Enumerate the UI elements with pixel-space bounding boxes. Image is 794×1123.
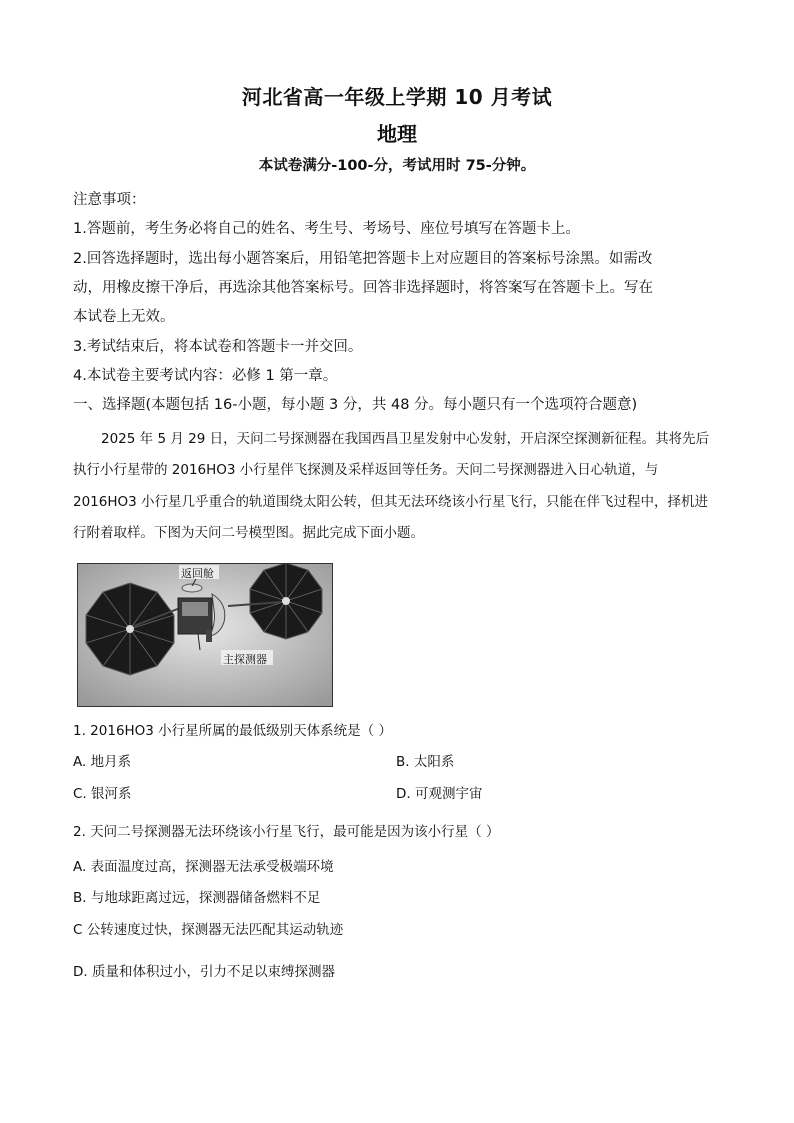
return-capsule-label: 返回舱 [181, 567, 214, 580]
probe-model-figure [77, 563, 333, 707]
passage-line-1: 2025 年 5 月 29 日，天问二号探测器在我国西昌卫星发射中心发射，开启深空探测新征程。其将先后 [101, 431, 710, 447]
question-2-option-a[interactable]: A. 表面温度过高，探测器无法承受极端环境 [73, 859, 334, 875]
notice-item-2-line-1: 2.回答选择题时，选出每小题答案后，用铅笔把答题卡上对应题目的答案标号涂黑。如需改 [73, 251, 653, 267]
question-1-option-a[interactable]: A. 地月系 [73, 754, 132, 770]
notice-item-2-line-3: 本试卷上无效。 [73, 309, 175, 325]
section-heading: 一、选择题(本题包括 16-小题，每小题 3 分，共 48 分。每小题只有一个选项符合题意) [73, 397, 638, 413]
subject-title: 地理 [377, 122, 417, 146]
question-1-option-b[interactable]: B. 太阳系 [396, 754, 455, 770]
notice-item-1: 1.答题前，考生务必将自己的姓名、考生号、考场号、座位号填写在答题卡上。 [73, 221, 580, 237]
exam-info: 本试卷满分-100-分，考试用时 75-分钟。 [258, 158, 536, 174]
question-2-option-d[interactable]: D. 质量和体积过小，引力不足以束缚探测器 [73, 964, 335, 980]
question-2-stem: 2. 天问二号探测器无法环绕该小行星飞行，最可能是因为该小行星（ ） [73, 824, 500, 840]
probe-model-image [78, 564, 332, 706]
question-1-option-c[interactable]: C. 银河系 [73, 786, 132, 802]
main-probe-label: 主探测器 [223, 653, 267, 666]
question-2-option-b[interactable]: B. 与地球距离过远，探测器储备燃料不足 [73, 890, 321, 906]
exam-title: 河北省高一年级上学期 10 月考试 [241, 85, 553, 109]
question-2-option-c[interactable]: C 公转速度过快，探测器无法匹配其运动轨迹 [73, 922, 344, 938]
question-1-stem: 1. 2016HO3 小行星所属的最低级别天体系统是（ ） [73, 723, 392, 739]
right-solar-panel [250, 564, 322, 639]
left-solar-panel [86, 583, 174, 675]
passage-line-4: 行附着取样。下图为天问二号模型图。据此完成下面小题。 [73, 525, 424, 541]
notice-item-4: 4.本试卷主要考试内容：必修 1 第一章。 [73, 368, 338, 384]
passage-line-3: 2016HO3 小行星几乎重合的轨道围绕太阳公转，但其无法环绕该小行星飞行，只能在伴飞过程中，择机进 [73, 494, 709, 510]
notice-item-2-line-2: 动，用橡皮擦干净后，再选涂其他答案标号。回答非选择题时，将答案写在答题卡上。写在 [73, 280, 653, 296]
question-1-option-d[interactable]: D. 可观测宇宙 [396, 786, 483, 802]
passage-line-2: 执行小行星带的 2016HO3 小行星伴飞探测及采样返回等任务。天问二号探测器进入日心轨道，与 [73, 462, 659, 478]
notice-item-3: 3.考试结束后，将本试卷和答题卡一并交回。 [73, 339, 363, 355]
notice-heading: 注意事项： [73, 192, 146, 208]
